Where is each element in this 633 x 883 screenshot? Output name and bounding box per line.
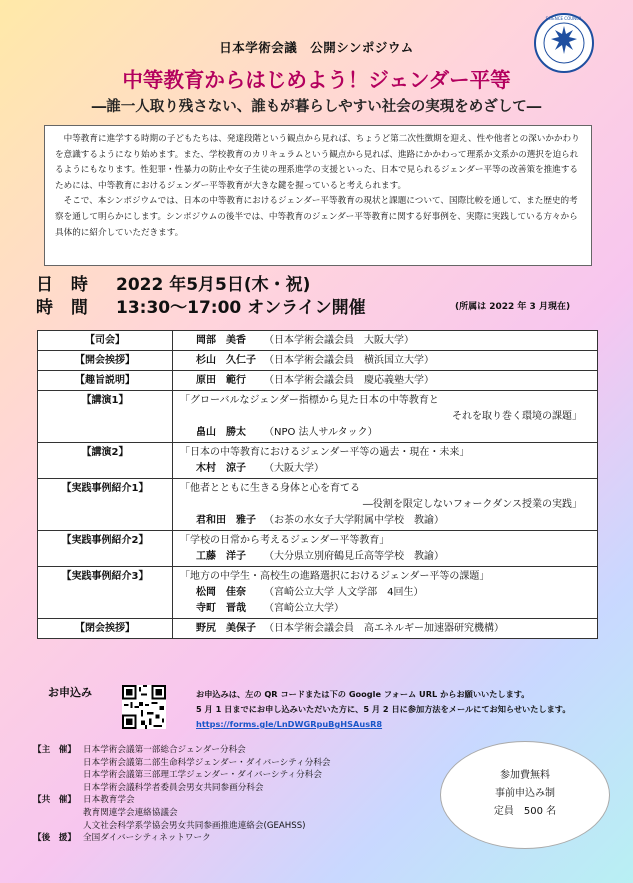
speaker-name: 木村 涼子 [196, 463, 246, 474]
speaker-affiliation: （日本学術会議会員 慶応義塾大学） [264, 375, 434, 386]
program-detail [173, 443, 598, 479]
talk-title: 「地方の中学生・高校生の進路選択におけるジェンダー平等の課題」 [180, 571, 490, 582]
time-value: 13:30～17:00 オンライン開催 [116, 298, 366, 318]
fee-text: 参加費無料 [500, 770, 550, 781]
intro-paragraph-1: 中等教育に進学する時期の子どもたちは、発達段階という観点から見れば、ちょうど第二次性徴期を迎え、性や他者との深いかかわりを意識するようになり始めます。また、学校教育のカリキュラムという観点から見れば、進路にかかわって理系か文系かの選択を迫られるようにもなります。性犯罪・性暴力の防止や女子生徒の理系進学の支援といった、日本で見られるジェンダー平等の改善策を推進するためには、中等教育におけるジェンダー平等教育が大きな鍵を握っていると考えられます。 [55, 134, 580, 191]
svg-text:SCIENCE COUNCIL: SCIENCE COUNCIL [545, 16, 583, 21]
speaker-affiliation: （大分県立別府鶴見丘高等学校 教諭） [264, 551, 444, 562]
speaker-affiliation: （宮崎公立大学 人文学部 4回生） [264, 587, 424, 598]
qr-code-icon[interactable] [122, 685, 166, 729]
speaker-name: 岡部 美香 [196, 335, 246, 346]
talk-title: 「グローバルなジェンダー指標から見た日本の中等教育と [180, 395, 439, 406]
program-row [38, 391, 598, 443]
capacity-text: 定員 500 名 [493, 806, 557, 817]
speaker-name: 寺町 晋哉 [196, 603, 246, 614]
participation-info [440, 741, 610, 849]
program-role: 【実践事例紹介3】 [38, 567, 173, 619]
apply-line-2: 5 月 1 日までにお申し込みいただいた方に、5 月 2 日に参加方法をメールにてお知らせいたします。 [196, 704, 571, 714]
host-item: 日本学術会議第三部理工学ジェンダー・ダイバーシティ分科会 [83, 770, 322, 781]
program-table [37, 330, 598, 639]
program-role: 【実践事例紹介2】 [38, 531, 173, 567]
symposium-subtitle: ―誰一人取り残さない、誰もが暮らしやすい社会の実現をめざして― [91, 99, 542, 115]
host-item: 日本学術会議第一部総合ジェンダー分科会 [83, 745, 246, 755]
program-detail [173, 331, 598, 351]
program-detail [173, 531, 598, 567]
program-detail [173, 479, 598, 531]
speaker-name: 畠山 勝太 [196, 427, 246, 438]
cohost-item: 日本教育学会 [83, 795, 135, 806]
talk-title-cont: それを取り巻く環境の課題」 [452, 411, 582, 422]
speaker-name: 野尻 美保子 [196, 623, 256, 634]
program-row [38, 443, 598, 479]
program-role: 【講演2】 [38, 443, 173, 479]
time-label: 時 間 [36, 298, 94, 318]
host-item: 日本学術会議科学者委員会男女共同参画分科会 [83, 782, 264, 793]
speaker-name: 杉山 久仁子 [196, 355, 256, 366]
program-role: 【司会】 [38, 331, 173, 351]
talk-title: 「学校の日常から考えるジェンダー平等教育」 [180, 535, 390, 546]
date-label: 日 時 [36, 275, 94, 295]
registration-text: 事前申込み制 [495, 788, 555, 799]
speaker-affiliation: （日本学術会議会員 大阪大学） [264, 335, 414, 346]
program-row [38, 351, 598, 371]
host-label: 【主 催】 [33, 745, 76, 755]
symposium-title: 中等教育からはじめよう！ジェンダー平等 [122, 68, 511, 92]
program-detail [173, 371, 598, 391]
cohost-item: 教育関連学会連絡協議会 [83, 807, 178, 818]
organization-title: 日本学術会議 公開シンポジウム [219, 40, 414, 55]
support-label: 【後 援】 [33, 833, 76, 844]
cohost-label: 【共 催】 [33, 795, 76, 806]
affiliation-note: (所属は 2022 年 3 月現在) [455, 302, 571, 312]
cohost-item: 人文社会科学系学協会男女共同参画推進連絡会(GEAHSS) [83, 820, 306, 831]
program-row [38, 371, 598, 391]
program-role: 【講演1】 [38, 391, 173, 443]
speaker-name: 松岡 佳奈 [196, 587, 246, 598]
program-detail [173, 619, 598, 639]
talk-title: 「日本の中等教育におけるジェンダー平等の過去・現在・未来」 [180, 447, 470, 458]
apply-label: お申込み [48, 686, 92, 699]
apply-instructions [196, 687, 626, 732]
intro-paragraph-2: そこで、本シンポジウムでは、日本の中等教育におけるジェンダー平等教育の現状と課題について、国際比較を通して、また歴史的考察を通して明らかにします。シンポジウムの後半では、中等教育のジェンダー平等教育に関する好事例を、実際に実践している方々から具体的に紹介していただきます。 [55, 196, 578, 238]
program-role: 【趣旨説明】 [38, 371, 173, 391]
speaker-affiliation: （大阪大学） [264, 463, 324, 474]
program-detail [173, 391, 598, 443]
time-row [36, 293, 366, 318]
program-row [38, 331, 598, 351]
host-item: 日本学術会議第二部生命科学ジェンダー・ダイバーシティ分科会 [83, 757, 331, 768]
speaker-name: 原田 範行 [196, 375, 246, 386]
program-row [38, 479, 598, 531]
speaker-name: 工藤 洋子 [196, 551, 246, 562]
speaker-affiliation: （日本学術会議会員 高エネルギー加速器研究機構） [264, 623, 504, 634]
program-detail [173, 567, 598, 619]
intro-box [44, 125, 592, 266]
support-item: 全国ダイバーシティネットワーク [83, 833, 211, 844]
speaker-name: 君和田 雅子 [196, 515, 256, 526]
apply-line-1: お申込みは、左の QR コードまたは下の Google フォーム URL からお願いいたします。 [196, 689, 530, 699]
google-form-link[interactable]: https://forms.gle/LnDWGRpuBgHSAusR8 [196, 719, 383, 729]
talk-title: 「他者とともに生きる身体と心を育てる [180, 483, 360, 494]
speaker-affiliation: （NPO 法人サルタック） [264, 427, 378, 438]
program-row [38, 619, 598, 639]
program-row [38, 567, 598, 619]
program-role: 【閉会挨拶】 [38, 619, 173, 639]
organizers-block [33, 744, 331, 845]
speaker-affiliation: （お茶の水女子大学附属中学校 教諭） [264, 515, 444, 526]
program-detail [173, 351, 598, 371]
program-role: 【実践事例紹介1】 [38, 479, 173, 531]
date-value: 2022 年5月5日(木・祝) [116, 275, 311, 295]
program-role: 【開会挨拶】 [38, 351, 173, 371]
date-row [36, 270, 310, 295]
talk-title-cont: ―役割を限定しないフォークダンス授業の実践」 [362, 499, 582, 510]
program-row [38, 531, 598, 567]
speaker-affiliation: （宮崎公立大学） [264, 603, 344, 614]
speaker-affiliation: （日本学術会議会員 横浜国立大学） [264, 355, 434, 366]
